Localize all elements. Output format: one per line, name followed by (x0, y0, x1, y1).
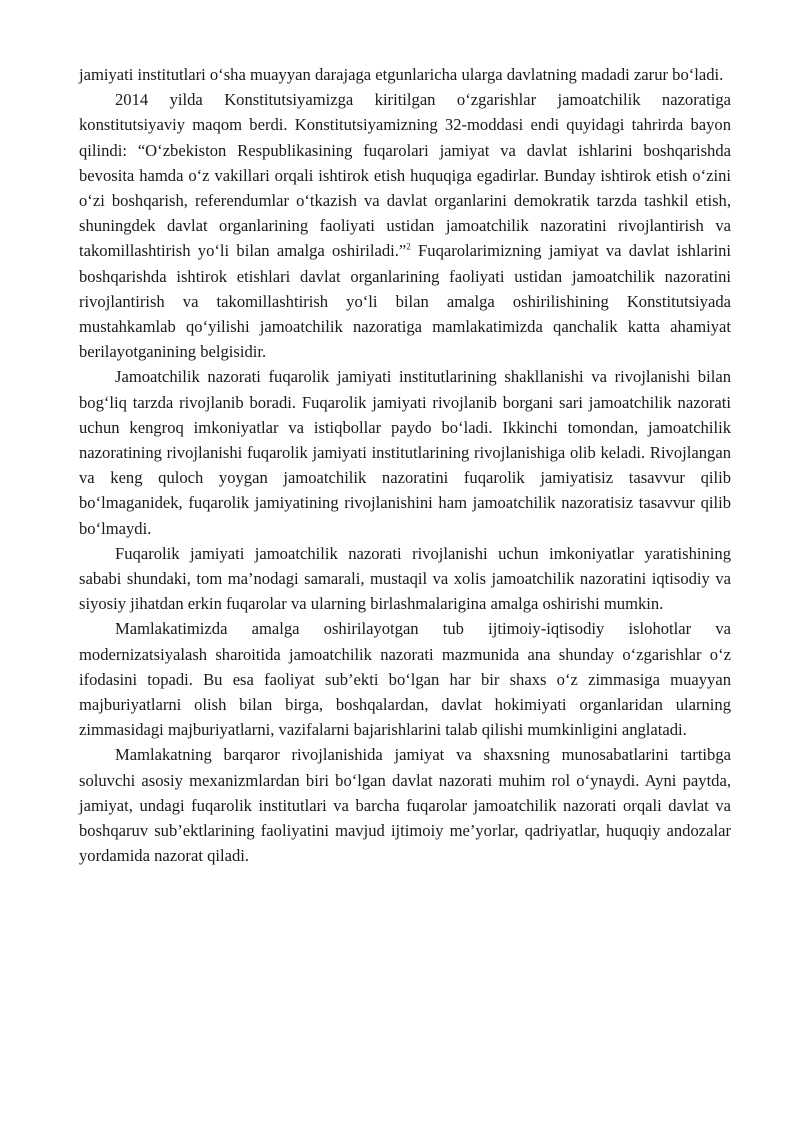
paragraph-state-control: Mamlakatning barqaror rivojlanishida jamiyat va shaxsning munosabatlarini tartibga soluvchi asosiy mexanizmlardan biri bo‘lgan davlat nazorati muhim rol o‘ynaydi. Ayni paytda, jamiyat, undagi fuqarolik institutlari va barcha fuqarolar jamoatchilik nazorati orqali davlat va boshqaruv sub’ektlarining faoliyatini mavjud ijtimoiy me’yorlar, qadriyatlar, huquqiy andozalar yordamida nazorat qiladi. (79, 745, 731, 866)
paragraph-constitution-article-32 (79, 87, 731, 364)
footnote-reference[interactable]: 2 (406, 241, 411, 252)
document-page (79, 62, 731, 869)
paragraph-modernization-reforms: Mamlakatimizda amalga oshirilayotgan tub ijtimoiy-iqtisodiy islohotlar va modernizatsiyalash sharoitida jamoatchilik nazorati mazmunida ana shunday o‘zgarishlar o‘z ifodasini topadi. Bu esa faoliyat sub’ekti bo‘lgan har bir shaxs o‘z zimmasiga muayyan majburiyatlarni olish bilan birga, boshqalardan, davlat hokimiyati organlaridan ularning zimmasidagi majburiyatlarni, vazifalarni bajarishlarini talab qilishi mumkinligini anglatadi. (79, 619, 731, 740)
paragraph-text-after-footnote: Fuqarolarimizning jamiyat va davlat ishlarini boshqarishda ishtirok etishlari davlat organlarining faoliyati ustidan jamoatchilik nazoratini rivojlantirish va takomillashtirish yo‘li bilan amalga oshirilishining Konstitutsiyada mustahkamlab qo‘yilishi jamoatchilik nazoratiga mamlakatimizda qanchalik katta ahamiyat berilayotganining belgisidir. (79, 241, 731, 362)
paragraph-text-before-footnote: 2014 yilda Konstitutsiyamizga kiritilgan o‘zgarishlar jamoatchilik nazoratiga konstitutsiyaviy maqom berdi. Konstitutsiyamizning 32-moddasi endi quyidagi tahrirda bayon qilindi: “O‘zbekiston Respublikasining fuqarolari jamiyat va davlat ishlarini boshqarishda bevosita hamda o‘z vakillari orqali ishtirok etish huquqiga egadirlar. Bunday ishtirok etish o‘zini o‘zi boshqarish, referendumlar o‘tkazish va davlat organlarini demokratik tarzda tashkil etish, shuningdek davlat organlarining faoliyati ustidan jamoatchilik nazoratini rivojlantirish va takomillashtirish yo‘li bilan amalga oshiriladi.” (79, 90, 731, 261)
paragraph-free-citizens: Fuqarolik jamiyati jamoatchilik nazorati rivojlanishi uchun imkoniyatlar yaratishining sababi shundaki, tom ma’nodagi samarali, mustaqil va xolis jamoatchilik nazoratini iqtisodiy va siyosiy jihatdan erkin fuqarolar va ularning birlashmalarigina amalga oshirishi mumkin. (79, 543, 731, 614)
paragraph-continuation: jamiyati institutlari o‘sha muayyan darajaga etgunlaricha ularga davlatning madadi zarur bo‘ladi. (79, 65, 724, 84)
paragraph-civil-society-development: Jamoatchilik nazorati fuqarolik jamiyati institutlarining shakllanishi va rivojlanishi bilan bog‘liq tarzda rivojlanib boradi. Fuqarolik jamiyati rivojlanib borgani sari jamoatchilik nazorati uchun kengroq imkoniyatlar va istiqbollar paydo bo‘ladi. Ikkinchi tomondan, jamoatchilik nazoratining rivojlanishi fuqarolik jamiyati institutlarining rivojlanishiga olib keladi. Rivojlangan va keng quloch yoygan jamoatchilik nazoratini fuqarolik jamiyatisiz tasavvur qilib bo‘lmaganidek, fuqarolik jamiyatining rivojlanishini ham jamoatchilik nazoratisiz tasavvur qilib bo‘lmaydi. (79, 367, 731, 538)
